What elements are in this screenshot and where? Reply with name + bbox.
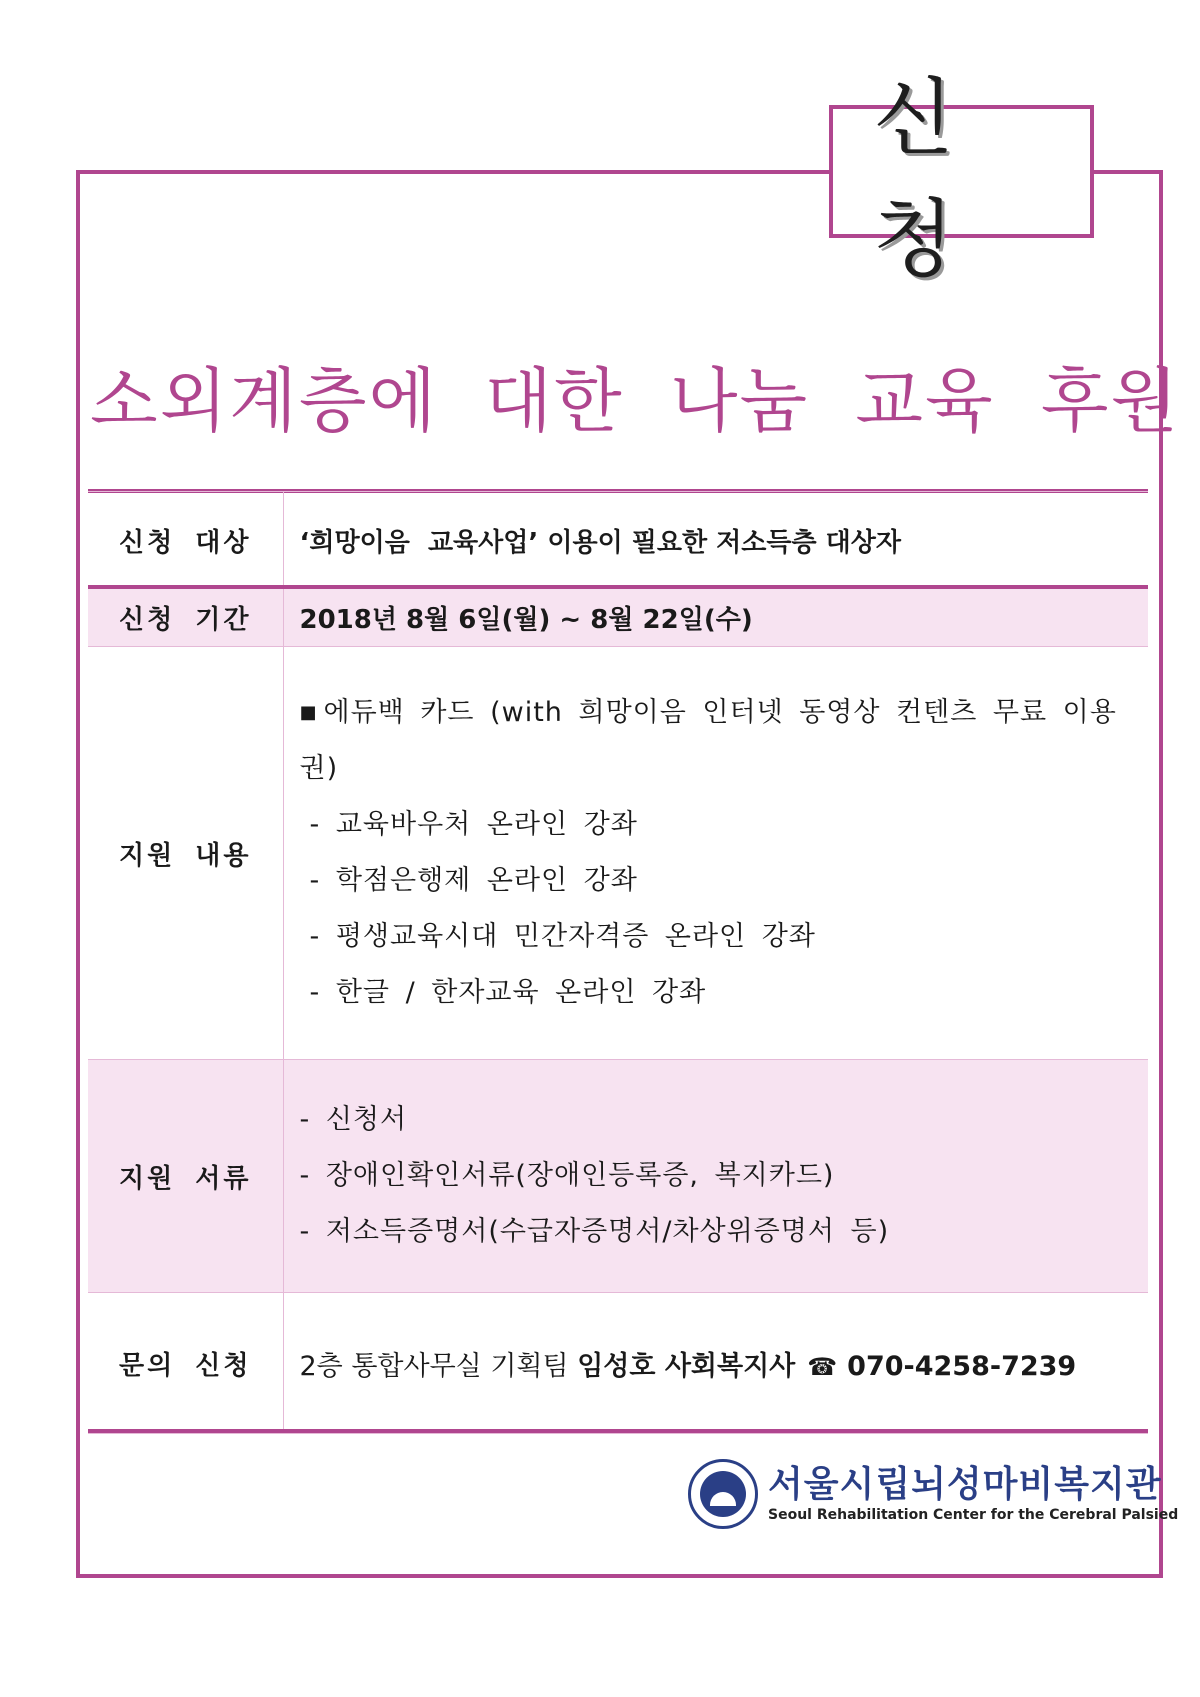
target-value: ‘희망이음 교육사업’ 이용이 필요한 저소득층 대상자 <box>283 492 1148 589</box>
list-item: - 학점은행제 온라인 강좌 <box>309 865 638 896</box>
list-item: - 장애인확인서류(장애인등록증, 복지카드) <box>299 1160 835 1191</box>
application-stamp <box>829 68 1094 288</box>
row-inquiry <box>88 1293 1148 1434</box>
center-logo <box>688 1455 1179 1533</box>
list-item: - 저소득증명서(수급자증명서/차상위증명서 등) <box>299 1216 890 1247</box>
square-bullet-icon: ■ <box>299 702 318 723</box>
list-item: ■ 에듀백 카드 (with 희망이음 인터넷 동영상 컨텐츠 무료 이용권) <box>299 697 1117 784</box>
info-table <box>88 491 1148 1434</box>
content-label: 지원 내용 <box>88 647 283 1060</box>
content-list <box>300 685 1149 1021</box>
logo-name-en: Seoul Rehabilitation Center for the Cerebral Palsied <box>768 1507 1179 1523</box>
phone-icon: ☎ <box>807 1352 838 1381</box>
divider <box>88 585 1148 589</box>
inquiry-label: 문의 신청 <box>88 1293 283 1434</box>
row-documents <box>88 1060 1148 1293</box>
page-title: 소외계층에 대한 나눔 교육 후원 <box>90 360 1181 442</box>
period-label: 신청 기간 <box>88 589 283 647</box>
row-content <box>88 647 1148 1060</box>
inquiry-phone: 070-4258-7239 <box>847 1350 1077 1382</box>
list-item: - 신청서 <box>299 1104 408 1135</box>
list-item: - 교육바우처 온라인 강좌 <box>309 809 638 840</box>
target-label: 신청 대상 <box>88 492 283 589</box>
documents-list <box>300 1092 1149 1260</box>
seal-icon <box>688 1459 758 1529</box>
inquiry-person: 임성호 사회복지사 <box>577 1350 796 1382</box>
row-period <box>88 589 1148 647</box>
period-value: 2018년 8월 6일(월) ~ 8월 22일(수) <box>283 589 1148 647</box>
inquiry-value <box>283 1293 1148 1434</box>
documents-value <box>283 1060 1148 1293</box>
logo-name-kr: 서울시립뇌성마비복지관 <box>768 1464 1162 1505</box>
table-bottom-rule <box>88 1429 1148 1433</box>
list-item: - 평생교육시대 민간자격증 온라인 강좌 <box>309 921 816 952</box>
list-item: - 한글 / 한자교육 온라인 강좌 <box>309 977 707 1008</box>
content-value <box>283 647 1148 1060</box>
row-target <box>88 492 1148 589</box>
stamp-label: 신 청 <box>873 68 995 288</box>
inquiry-location: 2층 통합사무실 기획팀 <box>299 1350 569 1382</box>
documents-label: 지원 서류 <box>88 1060 283 1293</box>
